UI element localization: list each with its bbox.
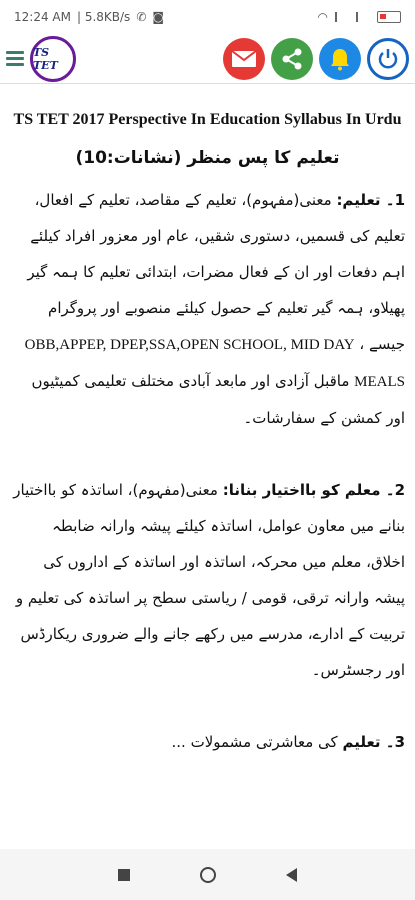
paragraph-latin: OBB,APPEP, DPEP,SSA,OPEN SCHOOL, MID DAY MEALS <box>24 337 405 390</box>
power-icon <box>377 48 399 70</box>
paragraph-1 <box>10 182 405 436</box>
document-content <box>0 84 415 849</box>
clock: 12:24 AM <box>14 10 71 24</box>
mail-button[interactable] <box>223 38 265 80</box>
camera-icon: ◙ <box>152 10 165 24</box>
paragraph-tail: ماقبل آزادی اور مابعد آبادی مختلف تعلیمی کمیٹیوں اور کمشن کے سفارشات۔ <box>31 372 405 427</box>
paragraph-2 <box>10 472 405 688</box>
paragraph-text: معنی(مفہوم)، تعلیم کے مقاصد، تعلیم کے افعال، تعلیم کی قسمیں، دستوری شقیں، عام اور معزور افراد کیلئے اہم دفعات اور ان کے فعال مضرات، ابتدائی تعلیم کا ہمہ گیر پھیلاو، ہمہ گیر تعلیم کے حصول کیلئے منصوبے اور پروگرام جیسے ، <box>27 191 405 353</box>
menu-icon[interactable] <box>6 50 24 68</box>
status-bar <box>0 0 415 34</box>
logo-text: TS TET <box>33 45 58 72</box>
system-nav-bar <box>0 849 415 900</box>
notification-button[interactable] <box>319 38 361 80</box>
paragraph-text: کی معاشرتی مشمولات ... <box>171 733 338 751</box>
app-logo <box>30 36 76 82</box>
paragraph-lead: 3۔ تعلیم <box>342 733 405 751</box>
page-title: TS TET 2017 Perspective In Education Syllabus In Urdu <box>13 111 402 128</box>
share-button[interactable] <box>271 38 313 80</box>
paragraph-lead: 2۔ معلم کو بااختیار بنانا: <box>222 481 405 499</box>
paragraph-lead: 1۔ تعلیم: <box>336 191 405 209</box>
share-icon <box>280 47 304 71</box>
app-bar <box>0 34 415 84</box>
paragraph-text: معنی(مفہوم)، اساتذہ کو بااختیار بنانے میں معاون عوامل، اساتذہ کیلئے پیشہ وارانہ ضابطہ اخلاق، معلم میں محرکہ، اساتذہ اور اساتذہ کے اداروں کی پیشہ وارانہ ترقی، قومی / ریاستی سطح پر اساتذہ کی تعلیم و تربیت کے ادارے، مدرسے میں رکھے جانے والے ضروری ریکارڈس اور رجسٹرس۔ <box>13 481 405 679</box>
signal-icon-2 <box>356 12 370 22</box>
network-speed: | 5.8KB/s <box>76 10 131 24</box>
back-button[interactable] <box>286 868 297 882</box>
whatsapp-icon: ✆ <box>136 10 147 24</box>
battery-icon <box>377 11 401 23</box>
section-title: تعلیم کا پس منظر (نشانات:10) <box>75 148 340 168</box>
recents-button[interactable] <box>118 869 130 881</box>
bell-icon <box>329 47 351 71</box>
signal-icon <box>335 12 349 22</box>
power-button[interactable] <box>367 38 409 80</box>
paragraph-3 <box>10 724 405 760</box>
wifi-icon: ◠ <box>317 10 328 24</box>
home-button[interactable] <box>200 867 216 883</box>
mail-icon <box>231 50 257 68</box>
